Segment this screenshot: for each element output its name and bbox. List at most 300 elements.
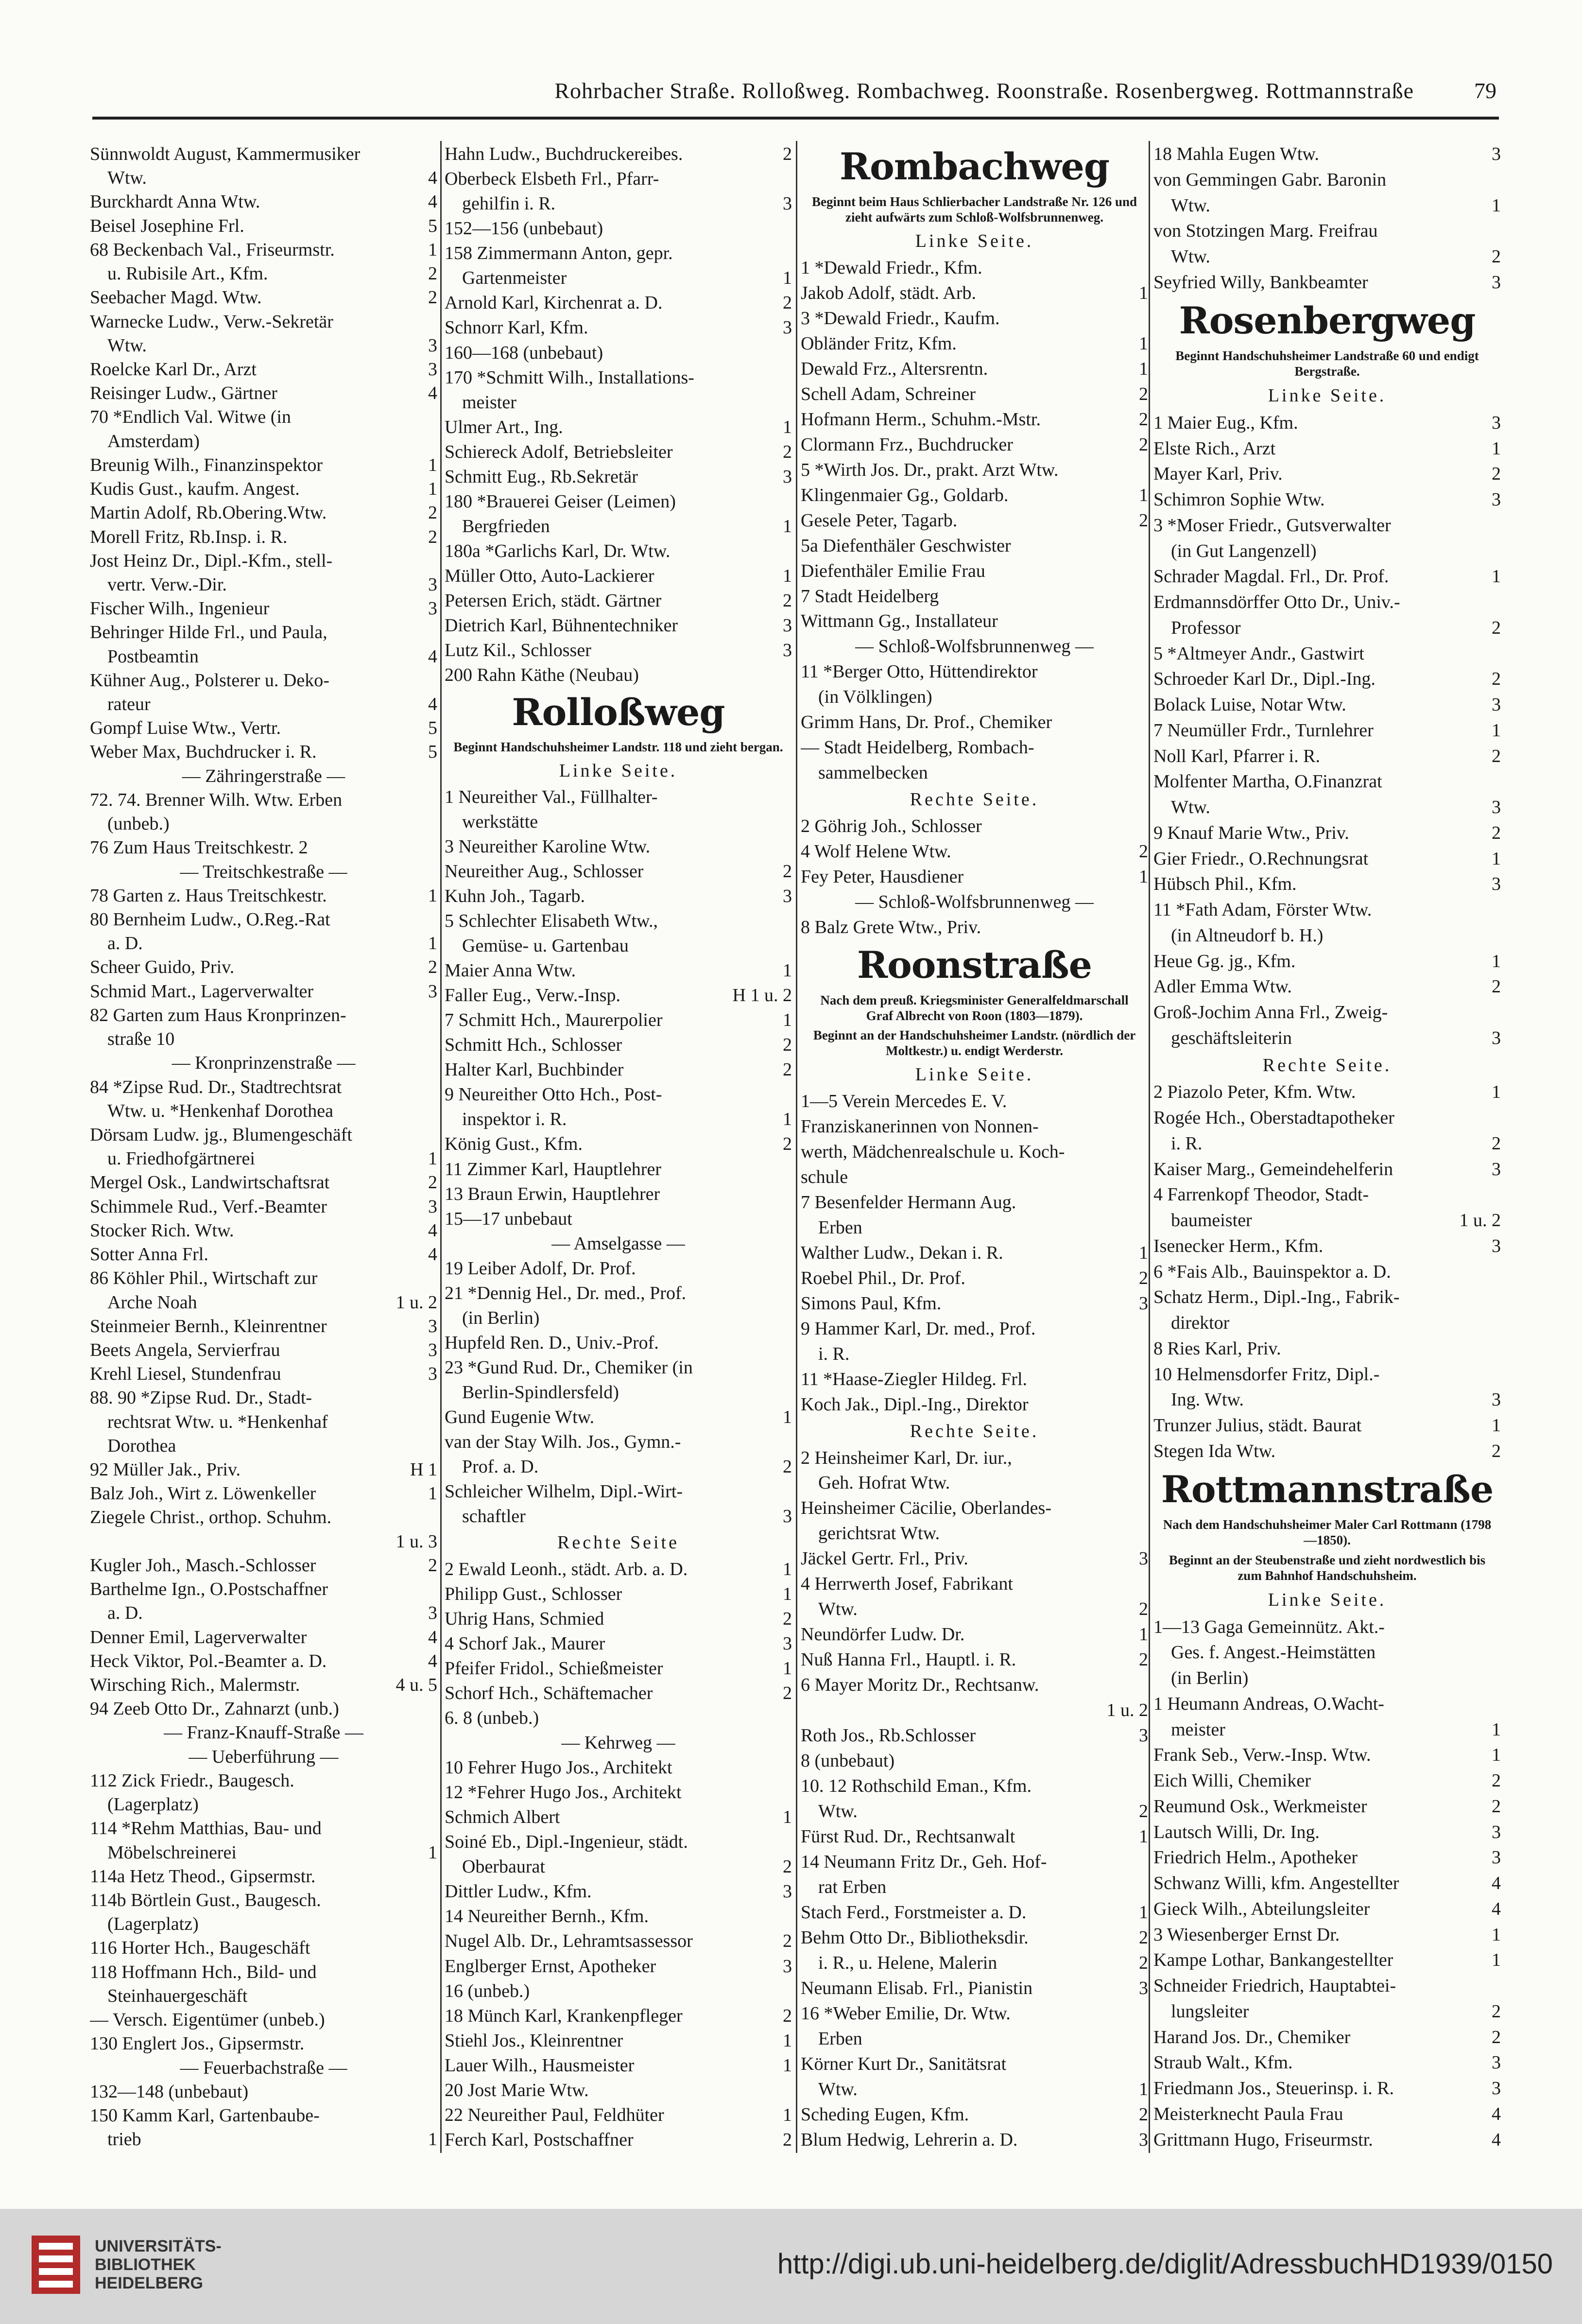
- entry-text: Halter Karl, Buchbinder: [445, 1059, 624, 1080]
- directory-entry: [445, 1930, 792, 1952]
- entry-text: 5 *Altmeyer Andr., Gastwirt: [1153, 643, 1364, 664]
- directory-entry: [801, 686, 1148, 708]
- cross-street: — Amselgasse —: [551, 1233, 685, 1254]
- directory-entry: [801, 1902, 1148, 1923]
- directory-entry: [445, 811, 792, 832]
- directory-entry: [90, 1172, 437, 1193]
- entry-text: 180 *Brauerei Geiser (Leimen): [445, 491, 676, 512]
- entry-text: Simons Paul, Kfm.: [801, 1293, 942, 1314]
- entry-text: Reisinger Ludw., Gärtner: [90, 383, 277, 404]
- floor-number: 1 u. 2: [1106, 1700, 1148, 1721]
- floor-number: [433, 2009, 437, 2030]
- directory-entry: [1153, 438, 1501, 459]
- floor-number: [1144, 917, 1148, 938]
- floor-number: 2: [783, 1856, 792, 1877]
- floor-number: 3: [1492, 1235, 1501, 1256]
- floor-number: 1: [1492, 1950, 1501, 1971]
- directory-entry: [445, 342, 792, 364]
- directory-entry: [801, 1394, 1148, 1415]
- entry-text: Reumund Osk., Werkmeister: [1153, 1796, 1367, 1817]
- floor-number: [788, 1782, 792, 1803]
- floor-number: 1: [1492, 720, 1501, 741]
- directory-entry: [90, 167, 437, 189]
- entry-text: 1—13 Gaga Gemeinnütz. Akt.-: [1153, 1616, 1385, 1637]
- floor-number: 3: [428, 1339, 437, 1360]
- floor-number: 1: [1492, 1415, 1501, 1436]
- floor-number: 4: [428, 694, 437, 715]
- floor-number: 1: [1492, 566, 1501, 587]
- floor-number: [1497, 1693, 1501, 1715]
- directory-entry: [1153, 489, 1501, 510]
- directory-entry: [90, 789, 437, 811]
- floor-number: 1: [783, 1010, 792, 1031]
- entry-text: Heinsheimer Cäcilie, Oberlandes-: [801, 1498, 1051, 1519]
- floor-number: 1: [428, 1842, 437, 1863]
- directory-entry: [1153, 1081, 1501, 1103]
- floor-number: 1: [783, 1583, 792, 1604]
- entry-text: von Stotzingen Marg. Freifrau: [1153, 221, 1378, 242]
- floor-number: [788, 491, 792, 512]
- directory-entry: [1153, 848, 1501, 869]
- floor-number: 3: [1492, 1847, 1501, 1868]
- cross-street: — Feuerbachstraße —: [180, 2057, 347, 2078]
- floor-number: [788, 1382, 792, 1403]
- floor-number: 4: [428, 383, 437, 404]
- floor-number: [788, 367, 792, 388]
- entry-text: Jost Heinz Dr., Dipl.-Kfm., stell-: [90, 550, 333, 571]
- entry-text: Roelcke Karl Dr., Arzt: [90, 359, 257, 380]
- directory-entry: [445, 1183, 792, 1205]
- floor-number: 2: [783, 441, 792, 462]
- floor-number: 3: [1492, 144, 1501, 164]
- entry-text: Schell Adam, Schreiner: [801, 383, 976, 404]
- directory-entry: [801, 762, 1148, 783]
- directory-entry: [801, 1927, 1148, 1948]
- column-divider: [440, 141, 442, 2153]
- directory-entry: [90, 1555, 437, 1576]
- entry-text: 8 Ries Karl, Priv.: [1153, 1338, 1281, 1359]
- directory-entry: [801, 535, 1148, 556]
- entry-text: 94 Zeeb Otto Dr., Zahnarzt (unb.): [90, 1699, 339, 1719]
- floor-number: 2: [783, 590, 792, 611]
- side-heading: Linke Seite.: [915, 230, 1034, 251]
- floor-number: [1144, 815, 1148, 837]
- column-1: [90, 143, 437, 2151]
- entry-text: Nuß Hanna Frl., Hauptl. i. R.: [801, 1649, 1016, 1670]
- floor-number: [788, 935, 792, 956]
- entry-text: 1 Heumann Andreas, O.Wacht-: [1153, 1693, 1384, 1714]
- entry-text: Maier Anna Wtw.: [445, 960, 576, 981]
- entry-text: Dorothea: [107, 1435, 176, 1456]
- floor-number: 3: [1492, 489, 1501, 510]
- floor-number: [1144, 1394, 1148, 1415]
- directory-entry: [801, 434, 1148, 455]
- floor-number: 1: [1492, 1082, 1501, 1103]
- entry-text: Steinhauergeschäft: [107, 1985, 248, 2006]
- directory-entry: [90, 143, 437, 165]
- directory-entry: [1153, 746, 1501, 767]
- floor-number: [1497, 1312, 1501, 1334]
- directory-entry: [1153, 2078, 1501, 2099]
- column-divider: [796, 141, 797, 2153]
- directory-entry: [445, 1682, 792, 1704]
- directory-entry: [445, 143, 792, 165]
- directory-entry: [801, 510, 1148, 531]
- floor-number: [1144, 1116, 1148, 1137]
- floor-number: [788, 1906, 792, 1927]
- entry-text: 14 Neumann Fritz Dr., Geh. Hof-: [801, 1852, 1047, 1872]
- floor-number: [433, 311, 437, 332]
- floor-number: [433, 1698, 437, 1719]
- directory-entry: [1153, 873, 1501, 895]
- entry-text: Schmich Albert: [445, 1807, 560, 1828]
- floor-number: 4: [428, 168, 437, 189]
- directory-entry: [90, 1794, 437, 1815]
- directory-entry: [1153, 1770, 1501, 1791]
- floor-number: [788, 1159, 792, 1180]
- floor-number: [1497, 1286, 1501, 1308]
- directory-entry: [445, 540, 792, 562]
- entry-text: i. R.: [818, 1343, 850, 1364]
- floor-number: [788, 1481, 792, 1502]
- directory-entry: [445, 1307, 792, 1329]
- floor-number: 3: [1492, 797, 1501, 817]
- floor-number: 2: [783, 1608, 792, 1629]
- floor-number: [788, 342, 792, 364]
- entry-text: Weber Max, Buchdrucker i. R.: [90, 742, 317, 763]
- entry-text: Friedmann Jos., Steuerinsp. i. R.: [1153, 2078, 1394, 2099]
- floor-number: 1: [1492, 438, 1501, 459]
- directory-entry: [90, 1316, 437, 1337]
- directory-entry: [801, 257, 1148, 278]
- floor-number: [788, 1431, 792, 1453]
- street-description: Nach dem Handschuhsheimer Maler Carl Rottmann (1798—1850).: [1163, 1517, 1492, 1548]
- floor-number: 1: [1139, 358, 1148, 379]
- entry-text: 2 Piazolo Peter, Kfm. Wtw.: [1153, 1082, 1356, 1103]
- directory-entry: [801, 1116, 1148, 1137]
- directory-entry: [1153, 899, 1501, 920]
- entry-text: 8 (unbebaut): [801, 1751, 895, 1771]
- directory-entry: [1153, 1440, 1501, 1462]
- entry-text: Sotter Anna Frl.: [90, 1244, 208, 1265]
- floor-number: 3: [428, 335, 437, 356]
- entry-text: (in Berlin): [1171, 1668, 1249, 1688]
- running-title: Rohrbacher Straße. Rolloßweg. Rombachweg. Roonstraße. Rosenbergweg. Rottmannstraße: [554, 78, 1414, 103]
- directory-entry: [1153, 951, 1501, 972]
- floor-number: [1144, 762, 1148, 783]
- entry-text: Adler Emma Wtw.: [1153, 976, 1292, 997]
- directory-entry: [445, 1658, 792, 1679]
- floor-number: [1144, 1166, 1148, 1188]
- entry-text: Behringer Hilde Frl., und Paula,: [90, 622, 327, 643]
- entry-text: Roebel Phil., Dr. Prof.: [801, 1267, 965, 1288]
- directory-entry: [1153, 1235, 1501, 1257]
- floor-number: 1: [783, 416, 792, 437]
- library-logo-icon: [29, 2233, 83, 2296]
- floor-number: [433, 1267, 437, 1289]
- directory-entry: [90, 1339, 437, 1361]
- street-description: Beginnt beim Haus Schlierbacher Landstraße Nr. 126 und zieht aufwärts zum Schloß-Wolfsbrunnenweg.: [811, 194, 1137, 225]
- directory-entry: [1153, 1693, 1501, 1715]
- directory-entry: [445, 1881, 792, 1902]
- floor-number: 2: [428, 263, 437, 284]
- directory-entry: [801, 1192, 1148, 1213]
- directory-entry: [445, 1559, 792, 1580]
- entry-text: 180a *Garlichs Karl, Dr. Wtw.: [445, 541, 671, 561]
- entry-text: Krehl Liesel, Stundenfrau: [90, 1364, 281, 1385]
- directory-entry: [1153, 925, 1501, 946]
- floor-number: 2: [1492, 246, 1501, 267]
- street-heading: Roonstraße: [857, 943, 1092, 987]
- entry-text: Kuhn Joh., Tagarb.: [445, 885, 585, 906]
- directory-entry: [801, 1977, 1148, 1999]
- floor-number: [788, 1258, 792, 1279]
- directory-entry: [445, 836, 792, 857]
- entry-text: Wtw.: [818, 1801, 858, 1822]
- column-divider: [1149, 141, 1150, 2153]
- directory-entry: [1153, 540, 1501, 562]
- floor-number: [433, 406, 437, 428]
- directory-entry: [90, 191, 437, 212]
- floor-number: 5: [428, 742, 437, 763]
- directory-entry: [90, 1985, 437, 2007]
- floor-number: [1144, 1876, 1148, 1898]
- directory-entry: [90, 1220, 437, 1241]
- entry-text: 80 Bernheim Ludw., O.Reg.-Rat: [90, 909, 330, 930]
- floor-number: [788, 1357, 792, 1378]
- entry-text: Hupfeld Ren. D., Univ.-Prof.: [445, 1332, 659, 1353]
- entry-text: Meisterknecht Paula Frau: [1153, 2103, 1343, 2124]
- entry-text: 130 Englert Jos., Gipsermstr.: [90, 2033, 305, 2054]
- entry-text: 20 Jost Marie Wtw.: [445, 2080, 589, 2100]
- directory-entry: [1153, 1002, 1501, 1023]
- entry-text: Dittler Ludw., Kfm.: [445, 1881, 592, 1902]
- entry-text: Professor: [1171, 617, 1241, 638]
- entry-text: Ferch Karl, Postschaffner: [445, 2129, 634, 2150]
- directory-entry: [801, 1573, 1148, 1595]
- directory-entry: [90, 694, 437, 715]
- entry-text: Pfeifer Fridol., Schießmeister: [445, 1658, 663, 1679]
- directory-entry: [445, 2080, 792, 2101]
- street-heading: Rombachweg: [839, 145, 1110, 188]
- entry-text: Gartenmeister: [462, 268, 567, 289]
- entry-text: von Gemmingen Gabr. Baronin: [1153, 169, 1387, 190]
- directory-entry: [801, 308, 1148, 329]
- directory-entry: [1153, 1338, 1501, 1359]
- entry-text: Postbeamtin: [107, 646, 199, 667]
- entry-text: Wtw.: [1171, 195, 1210, 216]
- floor-number: [433, 1435, 437, 1457]
- entry-text: 152—156 (unbebaut): [445, 218, 603, 239]
- floor-number: 1: [428, 479, 437, 500]
- floor-number: 2: [428, 957, 437, 978]
- floor-number: [1144, 711, 1148, 733]
- cross-street: — Kronprinzenstraße —: [172, 1053, 356, 1074]
- floor-number: [788, 243, 792, 264]
- directory-entry: [445, 2104, 792, 2126]
- directory-entry: [90, 1770, 437, 1791]
- entry-text: Körner Kurt Dr., Sanitätsrat: [801, 2053, 1007, 2074]
- directory-entry: [445, 1633, 792, 1654]
- directory-entry: [801, 459, 1148, 481]
- entry-text: 132—148 (unbebaut): [90, 2081, 249, 2102]
- directory-entry: [1153, 143, 1501, 165]
- directory-entry: [90, 2129, 437, 2150]
- directory-entry: [801, 1801, 1148, 1822]
- directory-entry: [90, 981, 437, 1002]
- entry-text: Mayer Karl, Priv.: [1153, 464, 1283, 485]
- directory-entry: [90, 622, 437, 643]
- floor-number: [1497, 1338, 1501, 1359]
- entry-text: Harand Jos. Dr., Chemiker: [1153, 2027, 1351, 2047]
- directory-entry: [445, 193, 792, 214]
- directory-entry: [1153, 797, 1501, 818]
- street-description: Beginnt an der Handschuhsheimer Landstr. (nördlich der Moltkestr.) u. endigt Werderstr.: [813, 1028, 1136, 1058]
- entry-text: Schatz Herm., Dipl.-Ing., Fabrik-: [1153, 1287, 1400, 1308]
- directory-entry: [445, 640, 792, 661]
- entry-text: Neureither Aug., Schlosser: [445, 861, 644, 882]
- directory-entry: [445, 1283, 792, 1304]
- directory-entry: [445, 1980, 792, 2002]
- entry-text: Wtw.: [1171, 797, 1210, 817]
- entry-text: Molfenter Martha, O.Finanzrat: [1153, 771, 1382, 792]
- floor-number: [1144, 661, 1148, 682]
- entry-text: 9 Knauf Marie Wtw., Priv.: [1153, 822, 1349, 843]
- entry-text: Lutz Kil., Schlosser: [445, 640, 591, 661]
- floor-number: 3: [783, 317, 792, 338]
- entry-text: Eich Willi, Chemiker: [1153, 1770, 1311, 1791]
- street-heading: Rottmannstraße: [1161, 1467, 1494, 1511]
- entry-text: Diefenthäler Emilie Frau: [801, 560, 985, 581]
- entry-text: 170 *Schmitt Wilh., Installations-: [445, 367, 694, 388]
- entry-text: Gund Eugenie Wtw.: [445, 1407, 595, 1428]
- entry-text: vertr. Verw.-Dir.: [107, 574, 227, 595]
- entry-text: Nugel Alb. Dr., Lehramtsassessor: [445, 1931, 693, 1952]
- entry-text: werkstätte: [462, 811, 538, 832]
- floor-number: 1: [783, 1807, 792, 1828]
- entry-text: Behm Otto Dr., Bibliotheksdir.: [801, 1927, 1029, 1948]
- entry-text: Morell Fritz, Rb.Insp. i. R.: [90, 526, 288, 547]
- directory-entry: [1153, 412, 1501, 434]
- entry-text: Heck Viktor, Pol.-Beamter a. D.: [90, 1650, 327, 1671]
- directory-entry: [445, 1332, 792, 1353]
- floor-number: 1: [428, 454, 437, 475]
- directory-entry: [90, 239, 437, 260]
- entry-text: 200 Rahn Käthe (Neubau): [445, 665, 639, 686]
- directory-entry: [90, 670, 437, 691]
- floor-number: 2: [1492, 464, 1501, 485]
- floor-number: 2: [1139, 841, 1148, 862]
- floor-number: [433, 143, 437, 165]
- floor-number: [1144, 1447, 1148, 1469]
- entry-text: Müller Otto, Auto-Lackierer: [445, 566, 654, 587]
- directory-entry: [1153, 1719, 1501, 1740]
- entry-text: 4 Herrwerth Josef, Fabrikant: [801, 1574, 1013, 1595]
- directory-entry: [801, 1876, 1148, 1898]
- entry-text: 21 *Dennig Hel., Dr. med., Prof.: [445, 1283, 687, 1303]
- floor-number: [788, 1283, 792, 1304]
- entry-text: Schorf Hch., Schäftemacher: [445, 1682, 653, 1703]
- directory-entry: [90, 1842, 437, 1863]
- entry-text: Hahn Ludw., Buchdruckereibes.: [445, 144, 683, 164]
- floor-number: [1144, 257, 1148, 278]
- entry-text: Klingenmaier Gg., Goldarb.: [801, 485, 1009, 505]
- directory-entry: [445, 910, 792, 932]
- entry-text: 68 Beckenbach Val., Friseurmstr.: [90, 239, 335, 260]
- floor-number: 3: [783, 466, 792, 487]
- directory-entry: [1153, 1924, 1501, 1945]
- entry-text: Jäckel Gertr. Frl., Priv.: [801, 1548, 968, 1569]
- entry-text: Obländer Fritz, Kfm.: [801, 333, 957, 354]
- directory-entry: [1153, 643, 1501, 664]
- entry-text: Erdmannsdörffer Otto Dr., Univ.-: [1153, 592, 1400, 612]
- library-logo[interactable]: [29, 2233, 222, 2296]
- floor-number: 2: [783, 2005, 792, 2026]
- entry-text: 72. 74. Brenner Wilh. Wtw. Erben: [90, 789, 343, 810]
- entry-text: Groß-Jochim Anna Frl., Zweig-: [1153, 1002, 1388, 1023]
- directory-entry: [445, 243, 792, 264]
- directory-entry: [445, 2030, 792, 2051]
- entry-text: 13 Braun Erwin, Hauptlehrer: [445, 1183, 660, 1204]
- floor-number: 3: [1492, 694, 1501, 715]
- directory-entry: [801, 1293, 1148, 1314]
- source-url-link[interactable]: http://digi.ub.uni-heidelberg.de/diglit/AdressbuchHD1939/0150: [777, 2248, 1553, 2280]
- entry-text: 84 *Zipse Rud. Dr., Stadtrechtsrat: [90, 1076, 342, 1097]
- directory-entry: [801, 661, 1148, 682]
- directory-entry: [445, 1506, 792, 1527]
- directory-entry: [801, 1826, 1148, 1847]
- directory-entry: [90, 1100, 437, 1122]
- directory-entry: [1153, 1975, 1501, 1996]
- floor-number: [1144, 610, 1148, 632]
- entry-text: inspektor i. R.: [462, 1109, 567, 1130]
- entry-text: Schmid Mart., Lagerverwalter: [90, 981, 314, 1002]
- directory-entry: [1153, 2027, 1501, 2048]
- entry-text: 1—5 Verein Mercedes E. V.: [801, 1091, 1007, 1111]
- directory-entry: [1153, 976, 1501, 997]
- directory-entry: [445, 885, 792, 907]
- floor-number: [1144, 2003, 1148, 2024]
- directory-entry: [90, 1818, 437, 1839]
- entry-text: schule: [801, 1166, 848, 1187]
- floor-number: 3: [1492, 2078, 1501, 2099]
- directory-entry: [445, 416, 792, 438]
- entry-text: Rogée Hch., Oberstadtapotheker: [1153, 1108, 1394, 1128]
- entry-text: 7 Besenfelder Hermann Aug.: [801, 1192, 1016, 1213]
- entry-text: Ziegele Christ., orthop. Schuhm.: [90, 1507, 332, 1528]
- floor-number: 1: [1492, 195, 1501, 216]
- entry-text: 12 *Fehrer Hugo Jos., Architekt: [445, 1782, 682, 1803]
- directory-entry: [445, 1583, 792, 1605]
- entry-text: meister: [1171, 1719, 1225, 1740]
- street-description: Beginnt an der Steubenstraße und zieht nordwestlich bis zum Bahnhof Handschuhsheim.: [1169, 1553, 1486, 1583]
- floor-number: [433, 1890, 437, 1911]
- entry-text: Martin Adolf, Rb.Obering.Wtw.: [90, 503, 327, 523]
- floor-number: [433, 1005, 437, 1026]
- entry-text: Oberbeck Elsbeth Frl., Pfarr-: [445, 169, 659, 190]
- logo-line: BIBLIOTHEK: [95, 2255, 196, 2274]
- directory-entry: [1153, 591, 1501, 613]
- floor-number: [1144, 1674, 1148, 1696]
- floor-number: 3: [1492, 1821, 1501, 1842]
- directory-entry: [1153, 1796, 1501, 1817]
- directory-entry: [90, 598, 437, 619]
- floor-number: 4: [428, 191, 437, 212]
- entry-text: 8 Balz Grete Wtw., Priv.: [801, 917, 981, 938]
- directory-entry: [1153, 1364, 1501, 1385]
- floor-number: 1: [1139, 867, 1148, 887]
- floor-number: [433, 1100, 437, 1122]
